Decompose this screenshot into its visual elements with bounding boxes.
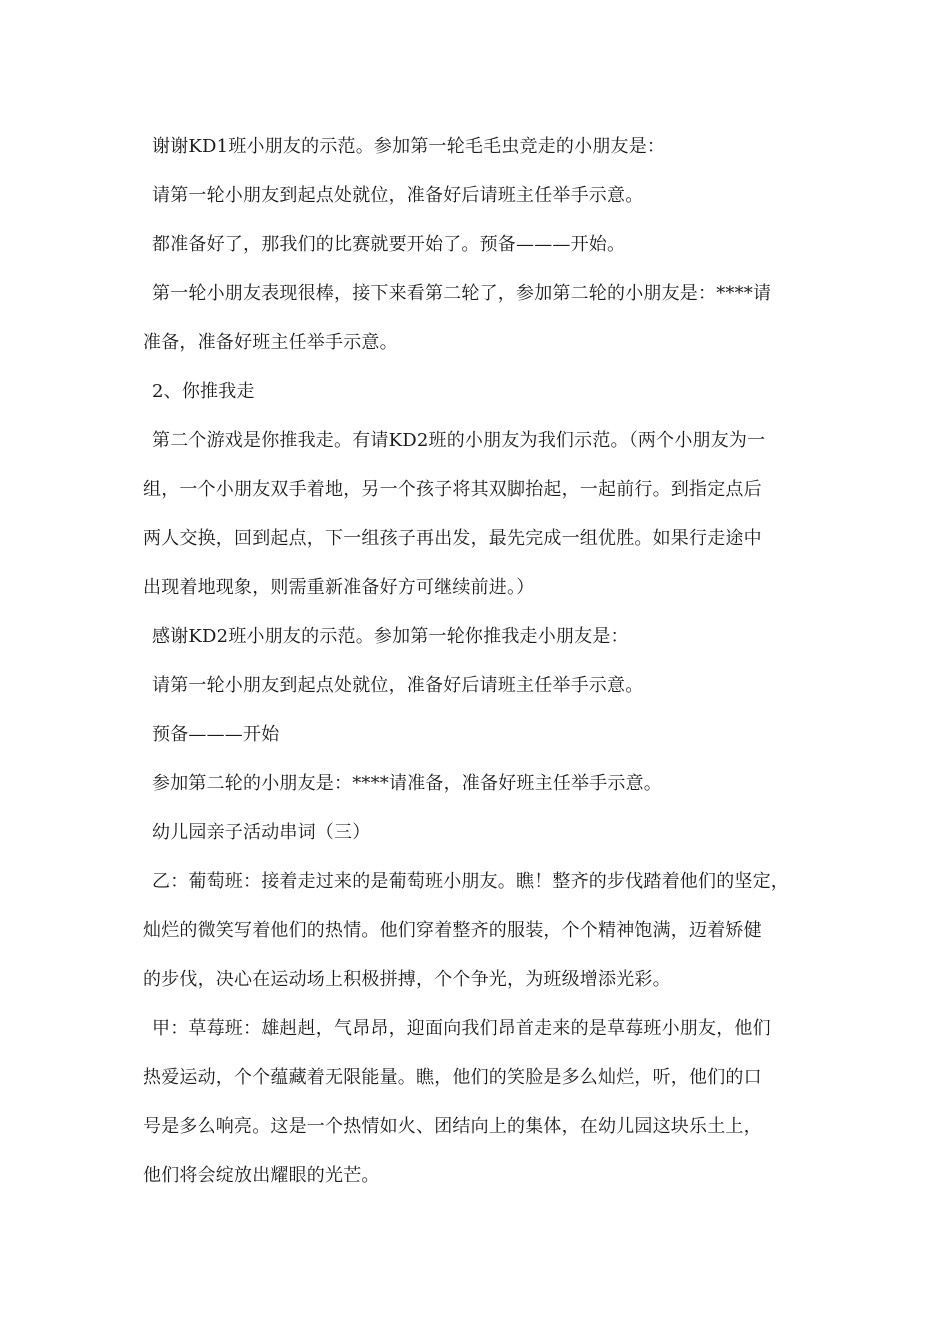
paragraph-line: 请第一轮小朋友到起点处就位，准备好后请班主任举手示意。 [152,675,644,696]
paragraph-line: 第一轮小朋友表现很棒，接下来看第二轮了，参加第二轮的小朋友是：****请 [152,283,772,304]
paragraph-line: 他们将会绽放出耀眼的光芒。 [143,1165,380,1186]
paragraph-line: 准备，准备好班主任举手示意。 [143,332,398,353]
paragraph-line: 组，一个小朋友双手着地，另一个孩子将其双脚抬起，一起前行。到指定点后 [143,479,762,500]
section-heading: 2、你推我走 [152,381,255,402]
paragraph-line: 参加第二轮的小朋友是：****请准备，准备好班主任举手示意。 [152,773,662,794]
document-body [143,122,813,1200]
paragraph-line: 乙：葡萄班：接着走过来的是葡萄班小朋友。瞧！整齐的步伐踏着他们的坚定， [152,871,789,892]
section-heading: 幼儿园亲子活动串词（三） [152,822,371,843]
paragraph-line: 灿烂的微笑写着他们的热情。他们穿着整齐的服装，个个精神饱满，迈着矫健 [143,920,762,941]
paragraph-line: 请第一轮小朋友到起点处就位，准备好后请班主任举手示意。 [152,185,644,206]
paragraph-line: 热爱运动，个个蕴藏着无限能量。瞧，他们的笑脸是多么灿烂，听，他们的口 [143,1067,762,1088]
paragraph-line: 感谢KD2班小朋友的示范。参加第一轮你推我走小朋友是： [152,626,629,647]
paragraph-line: 甲：草莓班：雄赳赳，气昂昂，迎面向我们昂首走来的是草莓班小朋友，他们 [152,1018,771,1039]
paragraph-line: 号是多么响亮。这是一个热情如火、团结向上的集体，在幼儿园这块乐土上， [143,1116,762,1137]
paragraph-line: 预备———开始 [152,724,280,745]
paragraph-line: 都准备好了，那我们的比赛就要开始了。预备———开始。 [152,234,626,255]
paragraph-line: 两人交换，回到起点，下一组孩子再出发，最先完成一组优胜。如果行走途中 [143,528,762,549]
paragraph-line: 的步伐，决心在运动场上积极拼搏，个个争光，为班级增添光彩。 [143,969,671,990]
paragraph-line: 谢谢KD1班小朋友的示范。参加第一轮毛毛虫竞走的小朋友是： [152,136,666,157]
paragraph-line: 出现着地现象，则需重新准备好方可继续前进。） [143,577,535,598]
paragraph-line: 第二个游戏是你推我走。有请KD2班的小朋友为我们示范。（两个小朋友为一 [152,430,766,451]
